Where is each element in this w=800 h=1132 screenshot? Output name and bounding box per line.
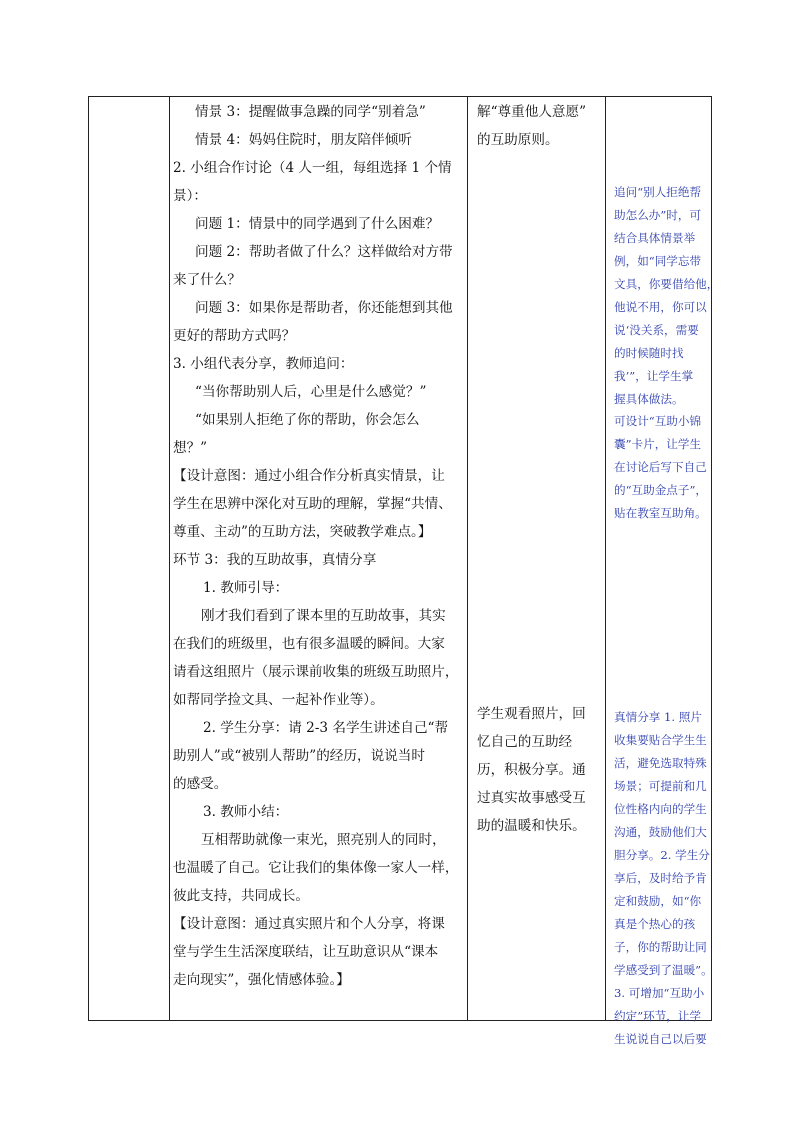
- column-divider: [467, 97, 468, 1020]
- text-line: 来了什么？: [173, 272, 241, 288]
- column-divider: [605, 97, 606, 1020]
- text-line: 文具，你要借给他，: [614, 277, 719, 291]
- text-line: 他说不用，你可以: [614, 300, 707, 314]
- text-line: 3. 可增加“互助小: [614, 986, 705, 1000]
- text-line: 情景 4：妈妈住院时，朋友陪伴倾听: [195, 132, 412, 148]
- text-line: 场景；可提前和几: [614, 779, 707, 793]
- text-line: 过真实故事感受互: [477, 790, 586, 806]
- teaching-process-text: [169, 97, 467, 994]
- text-line: 彼此支持，共同成长。: [173, 888, 309, 904]
- text-line: 追问“别人拒绝帮: [614, 185, 702, 199]
- text-line: 也温暖了自己。它让我们的集体像一家人一样，: [173, 860, 459, 876]
- lesson-plan-table: [88, 96, 719, 1046]
- teaching-process-column: [169, 97, 467, 1020]
- text-line: 在我们的班级里，也有很多温暖的瞬间。大家: [173, 636, 445, 652]
- text-line: “当你帮助别人后，心里是什么感觉？”: [195, 384, 427, 400]
- text-line: 互相帮助就像一束光，照亮别人的同时，: [201, 832, 446, 848]
- text-line: 2. 小组合作讨论（4 人一组，每组选择 1 个情: [173, 160, 452, 176]
- text-line: 胆分享。2. 学生分: [614, 848, 710, 862]
- design-note-block: [607, 410, 707, 525]
- text-line: 1. 教师引导：: [203, 580, 289, 596]
- text-line: 问题 2：帮助者做了什么？这样做给对方带: [195, 244, 453, 260]
- text-line: 解“尊重他人意愿”: [477, 104, 587, 120]
- design-note-block: [607, 706, 713, 1051]
- text-line: 活，避免选取特殊: [614, 756, 707, 770]
- text-line: 说‘没关系，需要: [614, 323, 699, 337]
- text-line: 【设计意图：通过小组合作分析真实情景，让: [173, 468, 445, 484]
- text-line: 握具体做法。: [614, 392, 684, 406]
- text-line: 尊重、主动”的互助方法，突破教学难点。】: [173, 524, 432, 540]
- text-line: 助的温暖和快乐。: [477, 818, 586, 834]
- text-line: 在讨论后写下自己: [614, 460, 707, 474]
- text-line: 的“互助金点子”，: [614, 483, 708, 497]
- text-line: 沟通，鼓励他们大: [614, 825, 707, 839]
- text-line: 学生观看照片，回: [477, 706, 586, 722]
- text-line: 请看这组照片（展示课前收集的班级互助照片，: [173, 664, 459, 680]
- stage-column: [89, 97, 169, 1020]
- text-line: 2. 学生分享：请 2-3 名学生讲述自己“帮: [203, 720, 449, 736]
- text-line: 学感受到了温暖”。: [614, 963, 713, 977]
- student-activity-column: [469, 97, 605, 1020]
- text-line: 问题 1：情景中的同学遇到了什么困难？: [195, 216, 440, 232]
- design-notes-column: [607, 97, 719, 1046]
- text-line: 真是个热心的孩: [614, 917, 696, 931]
- text-line: 助怎么办”时，可: [614, 208, 702, 222]
- text-line: 更好的帮助方式吗？: [173, 328, 296, 344]
- text-line: 享后，及时给予肯: [614, 871, 707, 885]
- text-line: 定和鼓励，如“你: [614, 894, 702, 908]
- text-line: 贴在教室互助角。: [614, 506, 707, 520]
- text-line: 生说说自己以后要: [614, 1032, 707, 1046]
- text-line: 忆自己的互助经: [477, 734, 573, 750]
- text-line: 收集要贴合学生生: [614, 733, 707, 747]
- text-line: 刚才我们看到了课本里的互助故事，其实: [201, 608, 446, 624]
- text-line: 的感受。: [173, 776, 228, 792]
- student-activity-block: [469, 700, 586, 840]
- text-line: 例，如“同学忘带: [614, 254, 702, 268]
- text-line: 3. 小组代表分享，教师追问：: [173, 356, 354, 372]
- text-line: 的互助原则。: [477, 132, 559, 148]
- text-line: 景）：: [173, 188, 207, 204]
- text-line: 位性格内向的学生: [614, 802, 707, 816]
- text-line: 学生在思辨中深化对互助的理解，掌握“共情、: [173, 496, 452, 512]
- text-line: “如果别人拒绝了你的帮助，你会怎么: [195, 412, 420, 428]
- text-line: 如帮同学捡文具、一起补作业等）。: [173, 692, 384, 708]
- text-line: 环节 3：我的互助故事，真情分享: [173, 552, 377, 568]
- text-line: 可设计“互助小锦: [614, 414, 702, 428]
- text-line: 历，积极分享。通: [477, 762, 586, 778]
- text-line: 走向现实”，强化情感体验。】: [173, 972, 350, 988]
- text-line: 子，你的帮助让同: [614, 940, 707, 954]
- design-note-block: [607, 181, 718, 411]
- student-activity-block: [469, 98, 586, 154]
- text-line: 3. 教师小结：: [203, 804, 289, 820]
- text-line: 囊”卡片，让学生: [614, 437, 702, 451]
- text-line: 我’”，让学生掌: [614, 369, 694, 383]
- text-line: 约定”环节，让学: [614, 1009, 702, 1023]
- text-line: 堂与学生生活深度联结，让互助意识从“课本: [173, 944, 439, 960]
- text-line: 情景 3：提醒做事急躁的同学“别着急”: [195, 104, 426, 120]
- text-line: 结合具体情景举: [614, 231, 696, 245]
- text-line: 【设计意图：通过真实照片和个人分享，将课: [173, 916, 445, 932]
- text-line: 问题 3：如果你是帮助者，你还能想到其他: [195, 300, 453, 316]
- text-line: 想？”: [173, 440, 208, 456]
- text-line: 助别人”或“被别人帮助”的经历，说说当时: [173, 748, 425, 764]
- text-line: 真情分享 1. 照片: [614, 710, 702, 724]
- text-line: 的时候随时找: [614, 346, 684, 360]
